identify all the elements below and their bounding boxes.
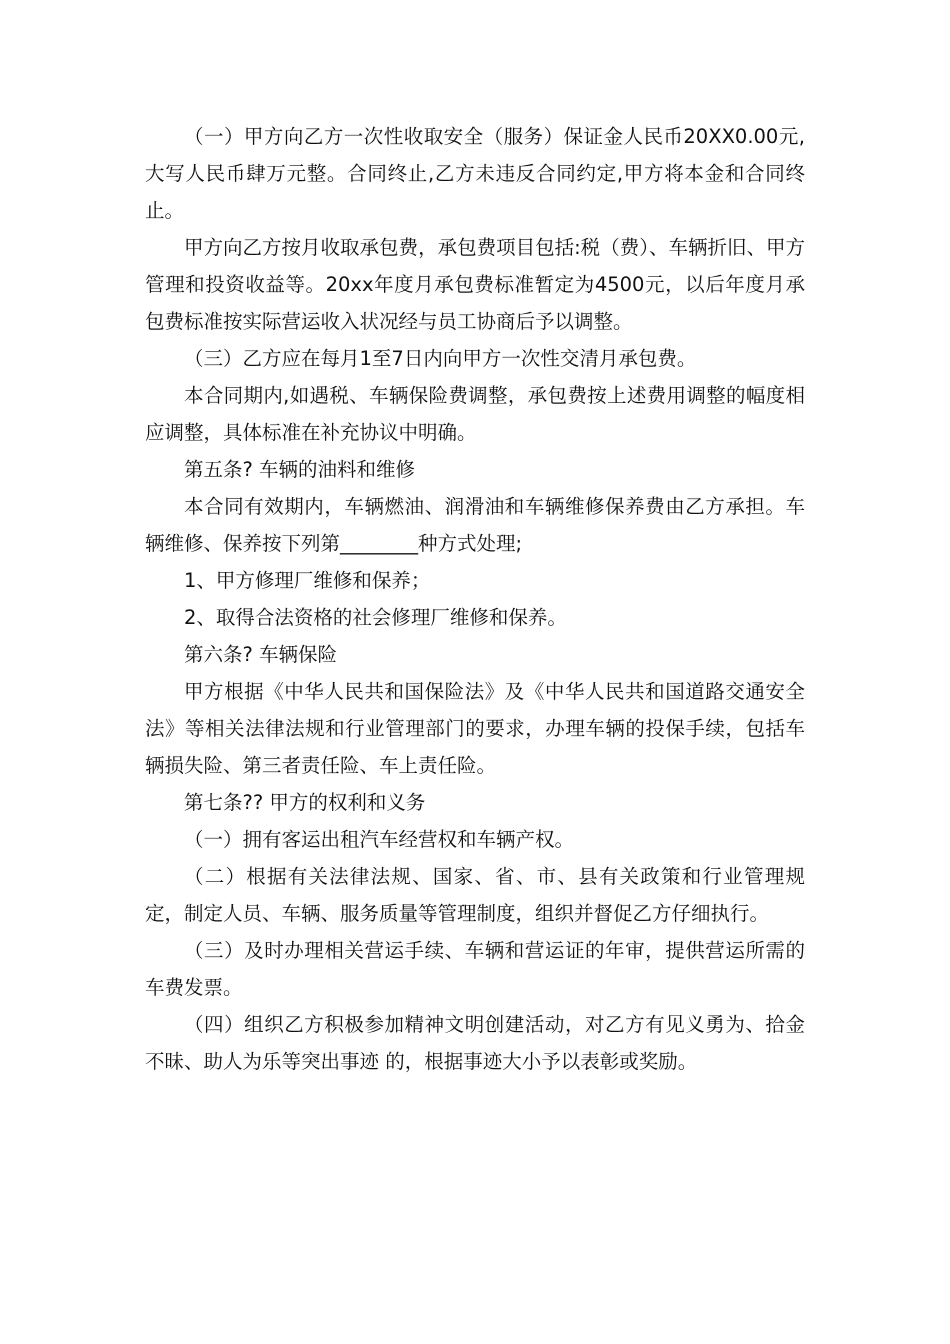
document-page (145, 118, 805, 1080)
article-6-heading: 第六条? 车辆保险 (184, 643, 338, 666)
list-item-option-1: 1、甲方修理厂维修和保养； (184, 569, 431, 592)
paragraph-insurance: 甲方根据《中华人民共和国保险法》及《中华人民共和国道路交通安全法》等相关法律法规和行业管理部门的要求，办理车辆的投保手续，包括车辆损失险、第三者责任险、车上责任险。 (145, 680, 805, 777)
paragraph-fee-adjustment: 本合同期内,如遇税、车辆保险费调整，承包费按上述费用调整的幅度相应调整，具体标准在补充协议中明确。 (145, 384, 805, 444)
paragraph-fuel-maintenance: 本合同有效期内，车辆燃油、润滑油和车辆维修保养费由乙方承担。车辆维修、保养按下列第________种方式处理; (145, 495, 805, 555)
paragraph-rights-1: （一）拥有客运出租汽车经营权和车辆产权。 (184, 828, 575, 851)
article-7-heading: 第七条?? 甲方的权利和义务 (184, 791, 426, 814)
paragraph-rights-3: （三）及时办理相关营运手续、车辆和营运证的年审，提供营运所需的车费发票。 (145, 939, 805, 999)
paragraph-payment-deadline: （三）乙方应在每月1至7日内向甲方一次性交清月承包费。 (184, 347, 697, 370)
paragraph-rights-4: （四）组织乙方积极参加精神文明创建活动，对乙方有见义勇为、拾金不昧、助人为乐等突出事迹 的，根据事迹大小予以表彰或奖励。 (145, 1013, 805, 1073)
list-item-option-2: 2、取得合法资格的社会修理厂维修和保养。 (184, 606, 567, 629)
paragraph-monthly-fee: 甲方向乙方按月收取承包费，承包费项目包括:税（费）、车辆折旧、甲方管理和投资收益等。20xx年度月承包费标准暂定为4500元，以后年度月承包费标准按实际营运收入状况经与员工协商后予以调整。 (145, 236, 805, 333)
paragraph-rights-2: （二）根据有关法律法规、国家、省、市、县有关政策和行业管理规定，制定人员、车辆、服务质量等管理制度，组织并督促乙方仔细执行。 (145, 865, 805, 925)
paragraph-security-deposit: （一）甲方向乙方一次性收取安全（服务）保证金人民币20XX0.00元,大写人民币肆万元整。合同终止,乙方未违反合同约定,甲方将本金和合同终止。 (145, 125, 805, 222)
article-5-heading: 第五条? 车辆的油料和维修 (184, 458, 416, 481)
